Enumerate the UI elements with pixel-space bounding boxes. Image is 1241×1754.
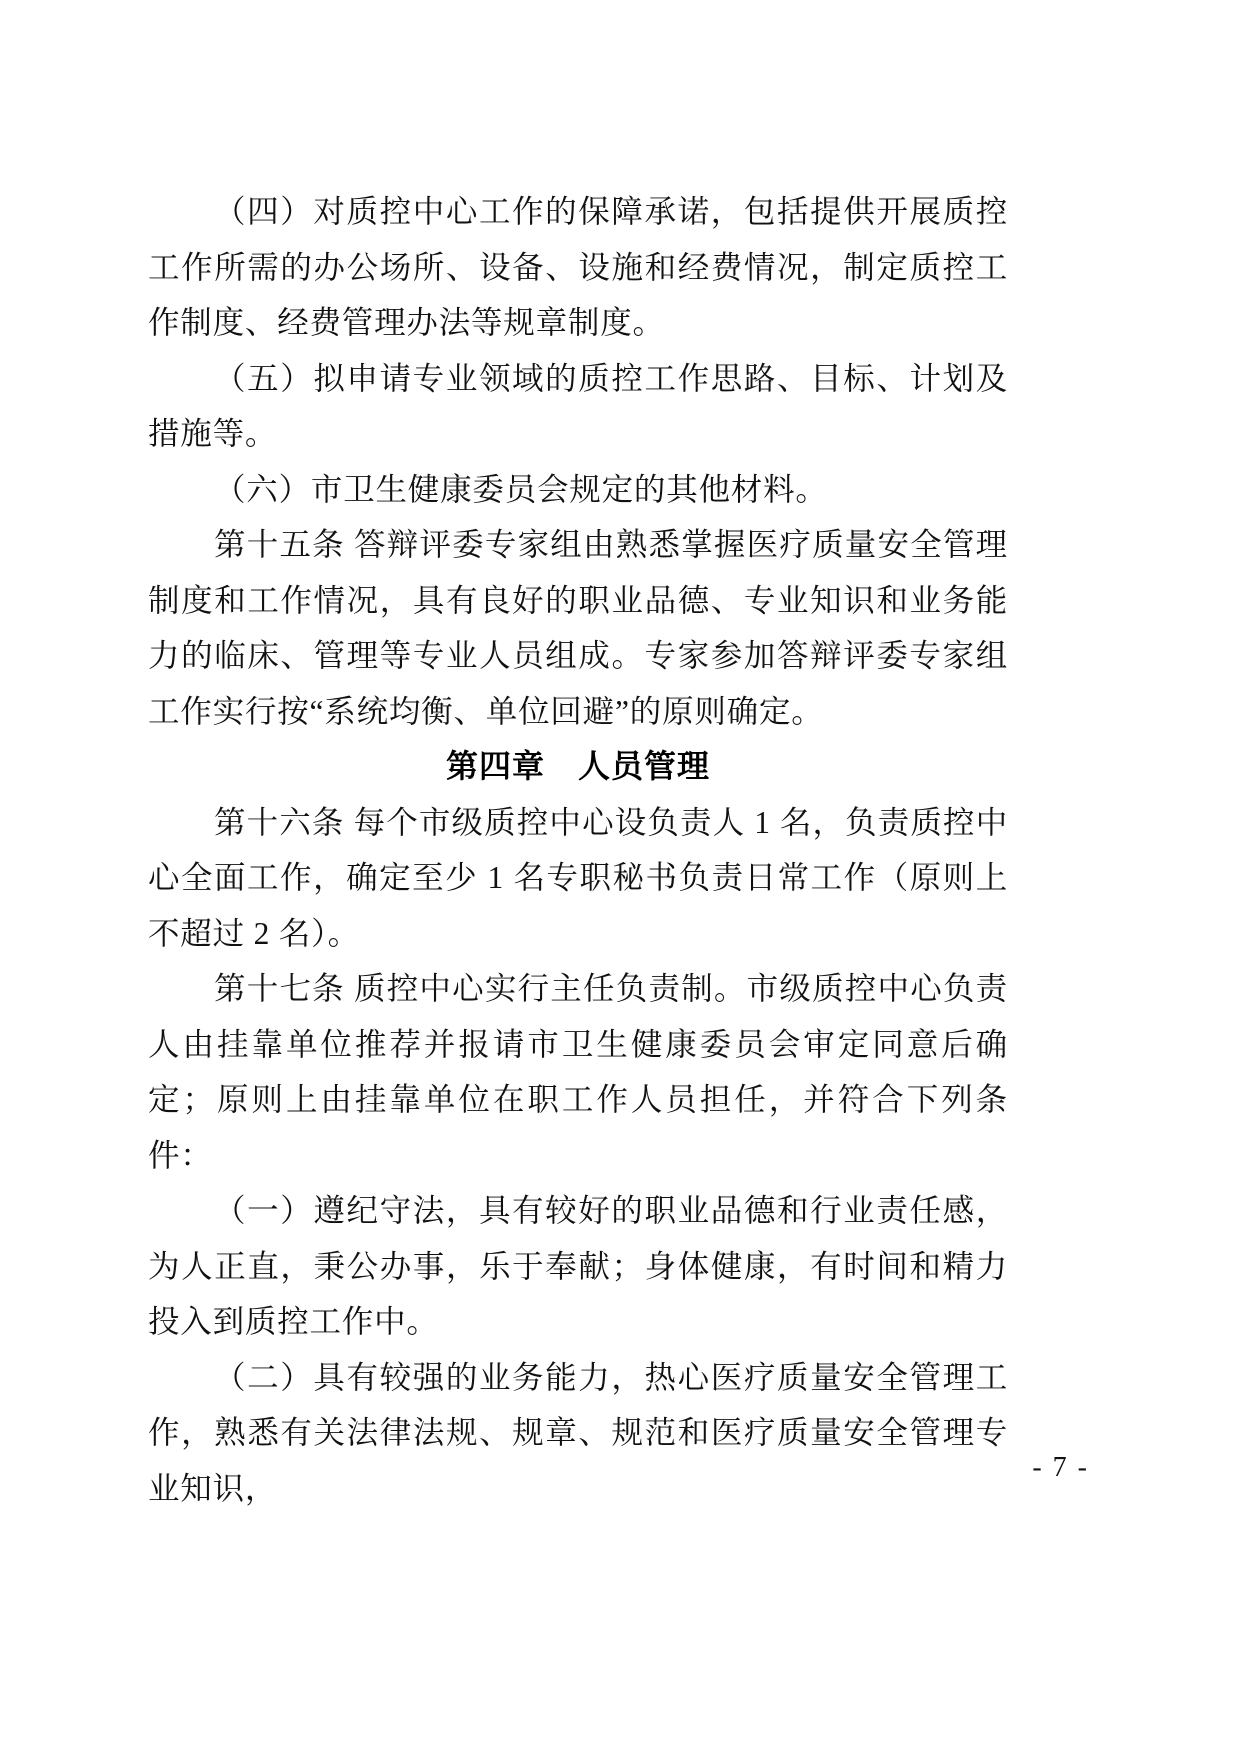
page-number: - 7 - [1032,1452,1089,1483]
page-content [148,184,1008,1516]
paragraph-item-two: （二）具有较强的业务能力，热心医疗质量安全管理工作，熟悉有关法律法规、规章、规范和医疗质量安全管理专业知识， [148,1359,1008,1506]
paragraph-article-15: 第十五条 答辩评委专家组由熟悉掌握医疗质量安全管理制度和工作情况，具有良好的职业品德、专业知识和业务能力的临床、管理等专业人员组成。专家参加答辩评委专家组工作实行按“系统均衡、单位回避”的原则确定。 [148,527,1008,729]
paragraph-item-five: （五）拟申请专业领域的质控工作思路、目标、计划及措施等。 [148,360,1008,451]
paragraph-item-six: （六）市卫生健康委员会规定的其他材料。 [214,471,828,507]
paragraph-item-one: （一）遵纪守法，具有较好的职业品德和行业责任感，为人正直，秉公办事，乐于奉献；身体健康，有时间和精力投入到质控工作中。 [148,1193,1008,1339]
paragraph-item-four: （四）对质控中心工作的保障承诺，包括提供开展质控工作所需的办公场所、设备、设施和经费情况，制定质控工作制度、经费管理办法等规章制度。 [148,194,1008,340]
chapter-heading-four: 第四章 人员管理 [445,748,710,784]
paragraph-article-16: 第十六条 每个市级质控中心设负责人 1 名，负责质控中心全面工作，确定至少 1 名专职秘书负责日常工作（原则上不超过 2 名）。 [148,804,1008,951]
paragraph-article-17: 第十七条 质控中心实行主任负责制。市级质控中心负责人由挂靠单位推荐并报请市卫生健康委员会审定同意后确定；原则上由挂靠单位在职工作人员担任，并符合下列条件： [148,971,1008,1173]
